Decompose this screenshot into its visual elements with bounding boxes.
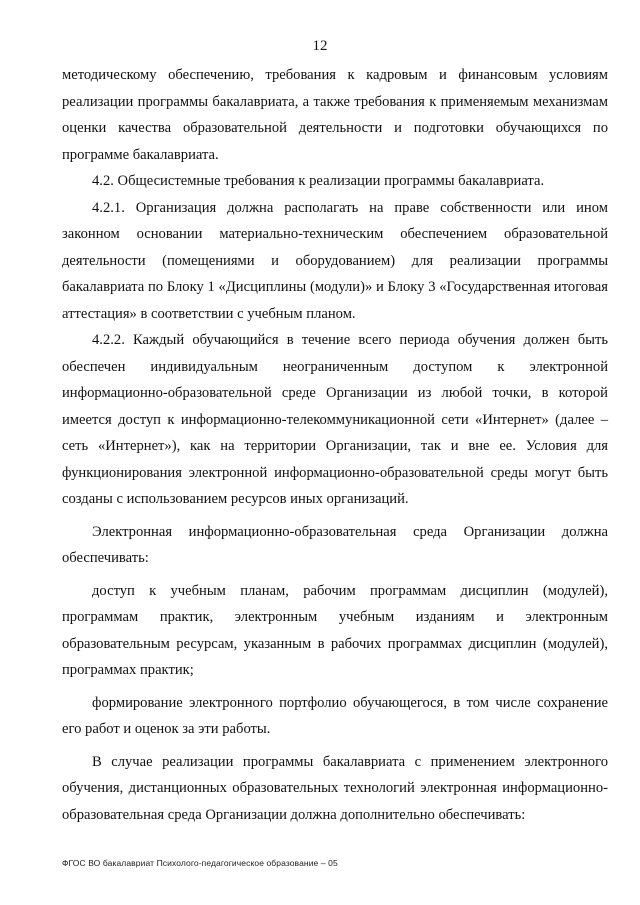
page-footer: ФГОС ВО бакалавриат Психолого-педагогическое образование – 05 (62, 858, 338, 868)
paragraph-4-2-2: 4.2.2. Каждый обучающийся в течение всего периода обучения должен быть обеспечен индивидуальным неограниченным доступом к электронной информационно-образовательной среде Организации из любой точки, в которой имеется доступ к информационно-телекоммуникационной сети «Интернет» (далее – сеть «Интернет»), как на территории Организации, так и вне ее. Условия для функционирования электронной информационно-образовательной среды могут быть созданы с использованием ресурсов иных организаций. (62, 332, 608, 507)
section-heading-4-2: 4.2. Общесистемные требования к реализации программы бакалавриата. (92, 173, 545, 189)
page-number: 12 (312, 38, 328, 54)
document-body (62, 62, 608, 828)
paragraph-e-learning: В случае реализации программы бакалавриата с применением электронного обучения, дистанционных образовательных технологий электронная информационно-образовательная среда Организации должна дополнительно обеспечивать: (62, 753, 608, 823)
paragraph-eios-requirements: Электронная информационно-образовательная среда Организации должна обеспечивать: (62, 523, 608, 566)
paragraph-continuation: методическому обеспечению, требования к кадровым и финансовым условиям реализации программы бакалавриата, а также требования к применяемым механизмам оценки качества образовательной деятельности и подготовки обучающихся по программе бакалавриата. (62, 67, 608, 163)
paragraph-4-2-1: 4.2.1. Организация должна располагать на праве собственности или ином законном основании материально-техническим обеспечением образовательной деятельности (помещениями и оборудованием) для реализации программы бакалавриата по Блоку 1 «Дисциплины (модули)» и Блоку 3 «Государственная итоговая аттестация» в соответствии с учебным планом. (62, 199, 608, 322)
list-item-portfolio: формирование электронного портфолио обучающегося, в том числе сохранение его работ и оценок за эти работы. (62, 694, 608, 737)
list-item-access: доступ к учебным планам, рабочим программам дисциплин (модулей), программам практик, электронным учебным изданиям и электронным образовательным ресурсам, указанным в рабочих программах дисциплин (модулей), программах практик; (62, 582, 608, 678)
